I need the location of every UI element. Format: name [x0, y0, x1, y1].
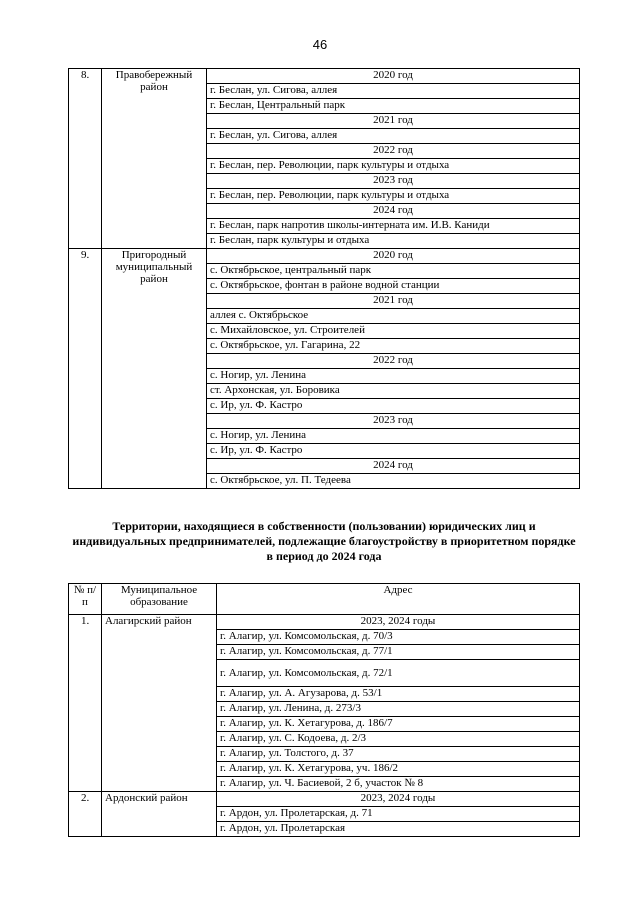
address-cell: г. Ардон, ул. Пролетарская, д. 71 — [217, 807, 580, 822]
section-heading: Территории, находящиеся в собственности (пользовании) юридических лиц и индивидуальных предпринимателей, подлежащие благоустройству в приоритетном порядке в период до 2024 года — [72, 519, 576, 563]
municipality-name: Правобережный район — [102, 69, 207, 249]
year-label: 2024 год — [207, 459, 580, 474]
column-header-num: № п/п — [69, 584, 102, 615]
address-cell: г. Беслан, Центральный парк — [207, 99, 580, 114]
address-cell: г. Беслан, пер. Революции, парк культуры и отдыха — [207, 159, 580, 174]
address-cell: с. Октябрьское, центральный парк — [207, 264, 580, 279]
address-cell: г. Алагир, ул. К. Хетагурова, д. 186/7 — [217, 717, 580, 732]
year-label: 2020 год — [207, 69, 580, 84]
year-label: 2022 год — [207, 354, 580, 369]
year-label: 2023 год — [207, 414, 580, 429]
table-row — [69, 792, 580, 807]
address-cell: с. Ногир, ул. Ленина — [207, 429, 580, 444]
address-cell: г. Беслан, парк культуры и отдыха — [207, 234, 580, 249]
address-cell: с. Ир, ул. Ф. Кастро — [207, 444, 580, 459]
municipality-name: Ардонский район — [102, 792, 217, 837]
row-number: 2. — [69, 792, 102, 837]
year-label: 2023 год — [207, 174, 580, 189]
address-cell: с. Ногир, ул. Ленина — [207, 369, 580, 384]
address-cell: г. Алагир, ул. Комсомольская, д. 77/1 — [217, 645, 580, 660]
address-cell: г. Алагир, ул. К. Хетагурова, уч. 186/2 — [217, 762, 580, 777]
address-cell: г. Беслан, ул. Сигова, аллея — [207, 84, 580, 99]
territories-table-continued — [68, 68, 580, 489]
year-label: 2023, 2024 годы — [217, 792, 580, 807]
address-cell: г. Алагир, ул. Комсомольская, д. 70/3 — [217, 630, 580, 645]
address-cell: с. Октябрьское, ул. П. Тедеева — [207, 474, 580, 489]
year-label: 2024 год — [207, 204, 580, 219]
address-cell: аллея с. Октябрьское — [207, 309, 580, 324]
table-row — [69, 249, 580, 264]
page-number: 46 — [312, 37, 328, 52]
year-label: 2021 год — [207, 294, 580, 309]
table-row — [69, 615, 580, 630]
year-label: 2022 год — [207, 144, 580, 159]
address-cell: ст. Архонская, ул. Боровика — [207, 384, 580, 399]
row-number: 9. — [69, 249, 102, 489]
row-number: 1. — [69, 615, 102, 792]
address-cell: г. Алагир, ул. Ч. Басиевой, 2 б, участок № 8 — [217, 777, 580, 792]
address-cell: г. Беслан, пер. Революции, парк культуры и отдыха — [207, 189, 580, 204]
year-label: 2023, 2024 годы — [217, 615, 580, 630]
address-cell: с. Ир, ул. Ф. Кастро — [207, 399, 580, 414]
table-row — [69, 69, 580, 84]
column-header-address: Адрес — [217, 584, 580, 615]
address-cell: г. Алагир, ул. Толстого, д. 37 — [217, 747, 580, 762]
address-cell: г. Беслан, парк напротив школы-интерната им. И.В. Каниди — [207, 219, 580, 234]
address-cell: с. Михайловское, ул. Строителей — [207, 324, 580, 339]
year-label: 2020 год — [207, 249, 580, 264]
year-label: 2021 год — [207, 114, 580, 129]
table-header-row — [69, 584, 580, 615]
column-header-municipality: Муниципальное образование — [102, 584, 217, 615]
address-cell: г. Ардон, ул. Пролетарская — [217, 822, 580, 837]
row-number: 8. — [69, 69, 102, 249]
municipality-name: Алагирский район — [102, 615, 217, 792]
address-cell: г. Алагир, ул. С. Кодоева, д. 2/3 — [217, 732, 580, 747]
address-cell: с. Октябрьское, фонтан в районе водной станции — [207, 279, 580, 294]
address-cell: г. Беслан, ул. Сигова, аллея — [207, 129, 580, 144]
address-cell: с. Октябрьское, ул. Гагарина, 22 — [207, 339, 580, 354]
business-territories-table — [68, 583, 580, 837]
address-cell: г. Алагир, ул. А. Агузарова, д. 53/1 — [217, 687, 580, 702]
address-cell: г. Алагир, ул. Комсомольская, д. 72/1 — [217, 660, 580, 687]
address-cell: г. Алагир, ул. Ленина, д. 273/3 — [217, 702, 580, 717]
municipality-name: Пригородный муниципальный район — [102, 249, 207, 489]
